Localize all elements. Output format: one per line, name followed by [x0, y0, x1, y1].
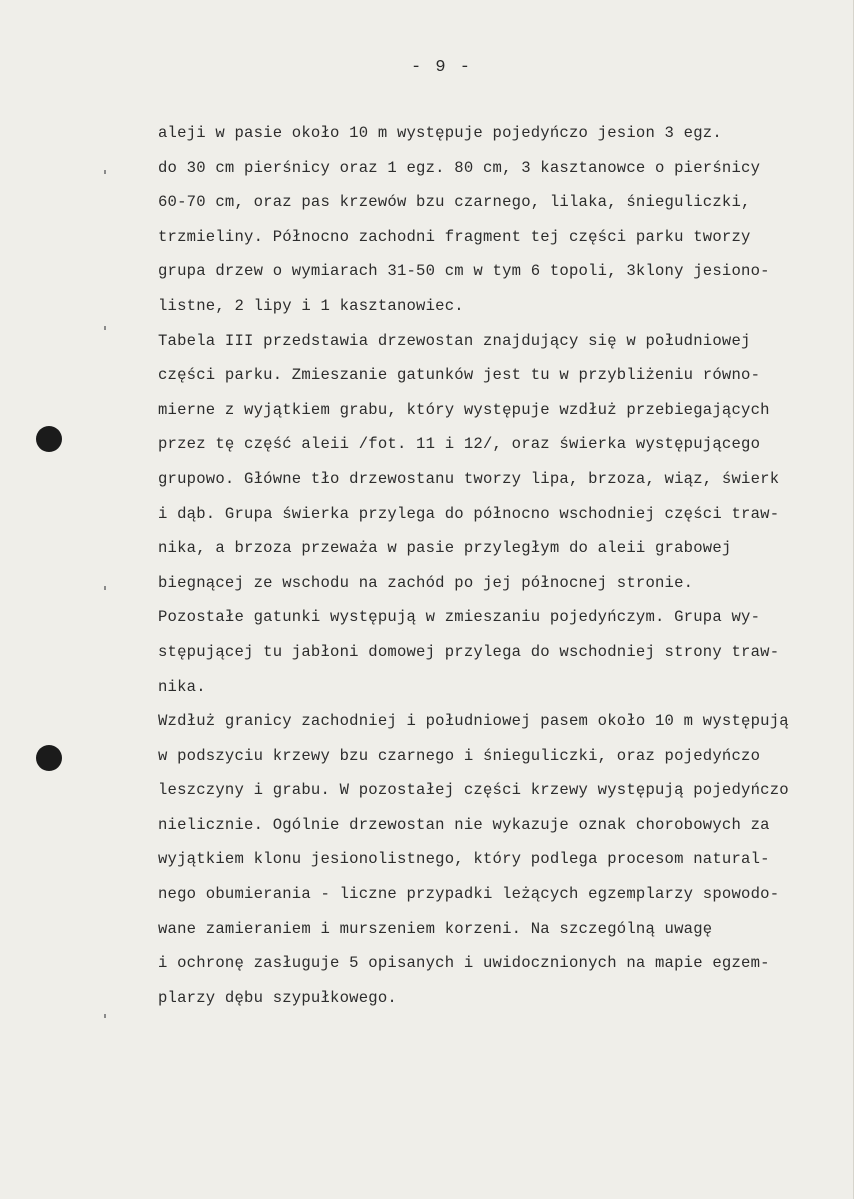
- text-line: nego obumierania - liczne przypadki leżących egzemplarzy spowodo-: [158, 885, 780, 904]
- text-line: do 30 cm pierśnicy oraz 1 egz. 80 cm, 3 kasztanowce o pierśnicy: [158, 158, 761, 177]
- text-line: części parku. Zmieszanie gatunków jest tu w przybliżeniu równo-: [158, 366, 761, 385]
- text-line: w podszyciu krzewy bzu czarnego i śnieguliczki, oraz pojedyńczo: [158, 746, 761, 765]
- text-line: stępującej tu jabłoni domowej przylega do wschodniej strony traw-: [158, 642, 780, 661]
- text-line: aleji w pasie około 10 m występuje pojedyńczo jesion 3 egz.: [158, 124, 722, 142]
- paper-speck: [104, 586, 106, 590]
- text-line: 60-70 cm, oraz pas krzewów bzu czarnego, lilaka, śnieguliczki,: [158, 193, 751, 212]
- text-line: grupowo. Główne tło drzewostanu tworzy lipa, brzoza, wiąz, świerk: [158, 469, 780, 488]
- text-line: nika, a brzoza przeważa w pasie przyległym do aleii grabowej: [158, 539, 732, 558]
- text-line: i ochronę zasługuje 5 opisanych i uwidocznionych na mapie egzem-: [158, 954, 770, 973]
- text-line: wane zamieraniem i murszeniem korzeni. Na szczególną uwagę: [158, 919, 713, 938]
- text-line: nika.: [158, 677, 206, 696]
- punch-hole-top: [36, 426, 62, 452]
- text-line: biegnącej ze wschodu na zachód po jej północnej stronie.: [158, 573, 694, 592]
- text-line: i dąb. Grupa świerka przylega do północno wschodniej części traw-: [158, 504, 780, 523]
- paper-speck: [104, 1014, 106, 1018]
- text-line: Pozostałe gatunki występują w zmieszaniu pojedyńczym. Grupa wy-: [158, 608, 761, 627]
- paper-speck: [104, 326, 106, 330]
- text-line: mierne z wyjątkiem grabu, który występuje wzdłuż przebiegających: [158, 400, 770, 419]
- punch-hole-bottom: [36, 745, 62, 771]
- paper-speck: [104, 170, 106, 174]
- text-line: wyjątkiem klonu jesionolistnego, który podlega procesom natural-: [158, 850, 770, 869]
- text-line: trzmieliny. Północno zachodni fragment tej części parku tworzy: [158, 227, 751, 246]
- text-line: przez tę część aleii /fot. 11 i 12/, oraz świerka występującego: [158, 435, 761, 454]
- text-line: nielicznie. Ogólnie drzewostan nie wykazuje oznak chorobowych za: [158, 815, 770, 834]
- text-line: plarzy dębu szypułkowego.: [158, 988, 397, 1007]
- text-line: Tabela III przedstawia drzewostan znajdujący się w południowej: [158, 331, 751, 350]
- text-line: listne, 2 lipy i 1 kasztanowiec.: [158, 296, 464, 315]
- text-line: leszczyny i grabu. W pozostałej części krzewy występują pojedyńczo: [158, 781, 789, 800]
- typed-text-block: [158, 116, 838, 1015]
- text-line: grupa drzew o wymiarach 31-50 cm w tym 6 topoli, 3klony jesiono-: [158, 262, 770, 281]
- text-line: Wzdłuż granicy zachodniej i południowej pasem około 10 m występują: [158, 712, 789, 731]
- page-number: - 9 -: [410, 58, 472, 77]
